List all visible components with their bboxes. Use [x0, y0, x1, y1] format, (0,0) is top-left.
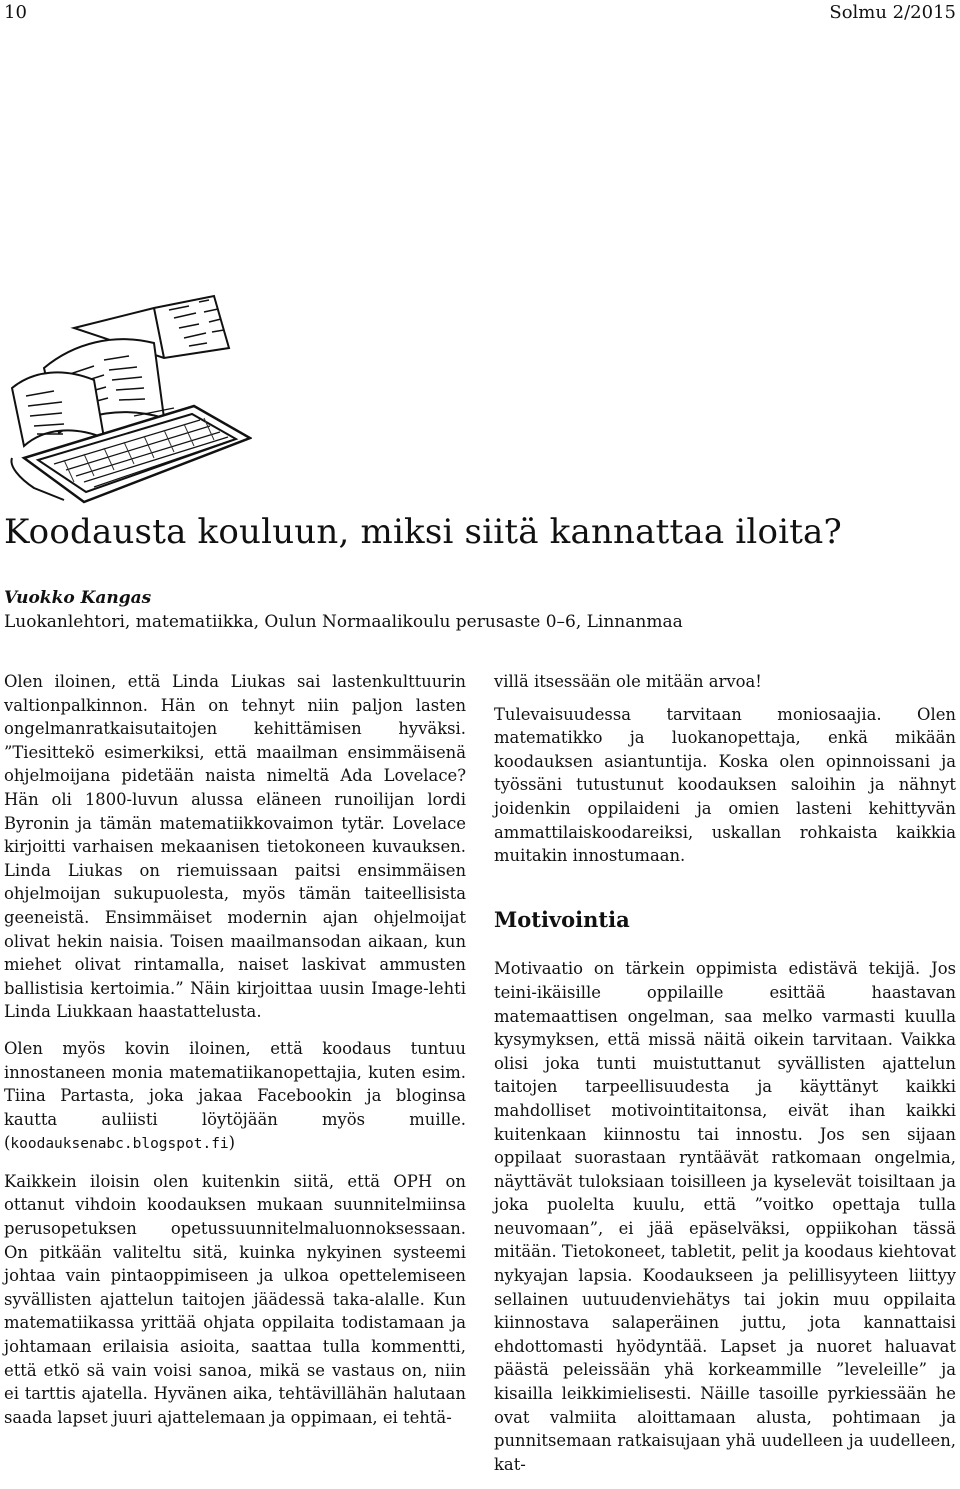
- right-column: [494, 670, 956, 1489]
- page-number: 10: [4, 2, 27, 23]
- section-heading: Motivointia: [494, 906, 630, 932]
- paragraph: Tulevaisuudessa tarvitaan moniosaajia. Olen matematikko ja luokanopettaja, enkä mikään koodauksen asiantuntija. Koska olen opinnoissani ja työssäni tutustunut koodauksen saloihin ja nähnyt joidenkin oppilaideni ja omien lasteni kehittyvän ammattilaiskoodareiksi, uskallan rohkaista kaikkia muitakin innostumaan.: [494, 704, 956, 866]
- paragraph: Olen iloinen, että Linda Liukas sai lastenkulttuurin valtionpalkinnon. Hän on tehnyt niin paljon lasten ongelmanratkaisutaitojen kehittämisen hyväksi. ”Tiesittekö esimerkiksi, että maailman ensimmäisenä ohjelmoijana pidetään naista nimeltä Ada Lovelace? Hän oli 1800-luvun alussa eläneen runoilijan lordi Byronin ja tämän matematiikkovaimon tytär. Lovelace kirjoitti varhaisen mekaanisen tietokoneen kuvauksen. Linda Liukas on riemuissaan paitsi ensimmäisen ohjelmoijan sukupuolesta, myös tämän taiteellisista geeneistä. Ensimmäiset modernin ajan ohjelmoijat olivat hekin naisia. Toisen maailmansodan aikaan, kun miehet olivat rintamalla, naiset laskivat ammusten ballistisia kertoimia.” Näin kirjoittaa uusin Image-lehti Linda Liukkaan haastattelusta.: [4, 672, 466, 1022]
- paragraph: villä itsessään ole mitään arvoa!: [494, 672, 762, 691]
- paragraph: Motivaatio on tärkein oppimista edistävä tekijä. Jos teini-ikäisille oppilaille esittää haastavan matemaattisen ongelman, saa melko varmasti kuulla kysymyksen, että missä näitä oikein tarvitaan. Vaikka olisi joka tunti muistuttanut syvällisten ajattelun taitojen tarpeellisuudesta ja käyttänyt kaikki mahdolliset motivointitaitonsa, eivät ihan kaikki kuitenkaan kiinnostu tai innostu. Jos sen sijaan oppilaat suorastaan ryntäävät ratkomaan ongelmia, näyttävät tuloksiaan toisilleen ja kyselevät toisiltaan ja joka puolelta kuulu, että ”voitko opettaja tulla neuvomaan”, ei jää epäselväksi, oppiikohan tässä mitään. Tietokoneet, tabletit, pelit ja koodaus kiehtovat nykyajan lapsia. Koodaukseen ja pelillisyyteen liittyy sellainen uutuudenviehätys tai jokin muu oppilaita kiinnostava salaperäinen juttu, jota kannattaisi ehdottomasti hyödyntää. Lapset ja nuoret haluavat päästä peleissään yhä korkeammille ”leveleille” ja kisailla leikkimielisesti. Näille tasoille pyrkiessään he ovat valmiita aloittamaan alusta, pohtimaan ja punnitsemaan ratkaisujaan yhä uudelleen ja uudelleen, kat-: [494, 959, 956, 1474]
- paragraph: Kaikkein iloisin olen kuitenkin siitä, että OPH on ottanut vihdoin koodauksen mukaan suunnitelmiinsa perusopetuksen opetussuunnitelmaluonnoksessaan. On pitkään valiteltu sitä, kuinka nykyinen systeemi johtaa vain pintaoppimiseen ja ulkoa opettelemiseen syvällisten ajattelun taitojen jäädessä taka-alalle. Kun matematiikassa yrittää ohjata oppilaita todistamaan ja johtamaan erilaisia asioita, saattaa tulla kommentti, että etkö sä vain voisi sanoa, mikä se vastaus on, niin ei tarttis ajatella. Hyvänen aika, tehtävillähän halutaan saada lapset juuri ajattelemaan ja oppimaan, ei tehtä-: [4, 1171, 466, 1427]
- running-head: Solmu 2/2015: [829, 2, 956, 23]
- paragraph-text: Olen myös kovin iloinen, että koodaus tuntuu innostaneen monia matematiikanopettajia, kuten esim. Tiina Partasta, joka jakaa Facebookin ja bloginsa kautta auliisti löytöjään myös muille. (: [4, 1038, 466, 1153]
- blog-link[interactable]: koodauksenabc.blogspot.fi: [10, 1136, 229, 1153]
- papers-and-keyboard-illustration: [4, 288, 252, 506]
- paren-close: ): [228, 1133, 236, 1153]
- article-title: Koodausta kouluun, miksi siitä kannattaa iloita?: [4, 512, 842, 552]
- author-affiliation: Luokanlehtori, matematiikka, Oulun Normaalikoulu perusaste 0–6, Linnanmaa: [4, 612, 683, 632]
- left-column: [4, 670, 466, 1442]
- paragraph: [4, 1037, 466, 1157]
- author-name: Vuokko Kangas: [4, 588, 152, 608]
